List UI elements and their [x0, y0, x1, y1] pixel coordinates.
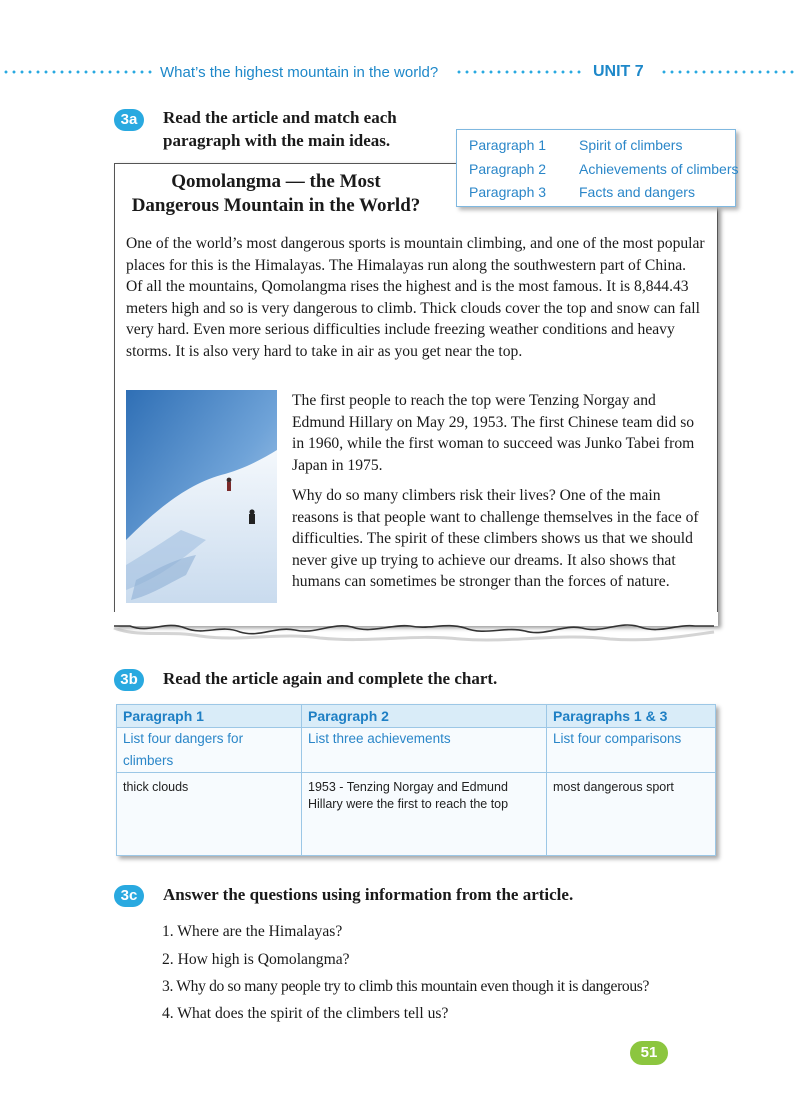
torn-paper-edge — [110, 612, 724, 646]
chart-subheader-cell: List four comparisons — [547, 728, 716, 773]
match-row — [469, 161, 739, 185]
match-idea: Facts and dangers — [579, 184, 695, 200]
badge-3c: 3c — [114, 885, 144, 907]
chart-answer-cell[interactable]: 1953 - Tenzing Norgay and Edmund Hillary were the first to reach the top — [302, 773, 547, 856]
instruction-3c: Answer the questions using information from the article. — [163, 885, 574, 904]
page-header — [0, 64, 800, 86]
article-paragraph-3: Why do so many climbers risk their lives? One of the main reasons is that people want to challenge themselves in the face of difficulties. The spirit of these climbers shows us that we should never give up trying to achieve our dreams. It also shows that humans can sometimes be stronger than the forces of nature. — [292, 487, 699, 591]
instruction-3a-line2: paragraph with the main ideas. — [163, 131, 391, 150]
match-paragraph: Paragraph 3 — [469, 184, 547, 200]
header-title: What’s the highest mountain in the world? — [160, 64, 439, 81]
unit-label: UNIT 7 — [593, 63, 644, 80]
header-dots-middle — [455, 70, 585, 74]
instruction-3a — [163, 106, 397, 152]
instruction-3b: Read the article again and complete the chart. — [163, 669, 498, 688]
question-2: 2. How high is Qomolangma? — [162, 951, 350, 968]
chart-answer-cell[interactable]: thick clouds — [117, 773, 302, 856]
chart-answer-cell[interactable]: most dangerous sport — [547, 773, 716, 856]
chart-subheader-cell: List four dangers for climbers — [117, 728, 302, 773]
badge-3b: 3b — [114, 669, 144, 691]
badge-3a: 3a — [114, 109, 144, 131]
article-title-line1: Qomolangma — the Most — [171, 171, 381, 192]
completion-chart — [116, 704, 716, 856]
chart-header-row — [117, 705, 716, 728]
instruction-3a-line1: Read the article and match each — [163, 108, 397, 127]
match-row — [469, 184, 729, 208]
chart-header-cell: Paragraphs 1 & 3 — [547, 705, 716, 728]
question-1: 1. Where are the Himalayas? — [162, 923, 343, 940]
article-title-line2: Dangerous Mountain in the World? — [131, 195, 421, 216]
match-paragraph: Paragraph 2 — [469, 161, 547, 177]
article-title — [118, 170, 434, 218]
match-idea: Spirit of climbers — [579, 137, 683, 153]
chart-header-cell: Paragraph 1 — [117, 705, 302, 728]
match-paragraph: Paragraph 1 — [469, 137, 547, 153]
chart-answer-row — [117, 773, 716, 856]
header-dots-right — [660, 70, 798, 74]
page-number: 51 — [630, 1041, 668, 1065]
question-3: 3. Why do so many people try to climb this mountain even though it is dangerous? — [162, 978, 650, 995]
header-dots-left — [2, 70, 154, 74]
chart-subheader-cell: List three achievements — [302, 728, 547, 773]
question-4: 4. What does the spirit of the climbers tell us? — [162, 1005, 449, 1022]
chart-header-cell: Paragraph 2 — [302, 705, 547, 728]
chart-subheader-row — [117, 728, 716, 773]
article-paragraph-1: One of the world’s most dangerous sports is mountain climbing, and one of the most popular places for this is the Himalayas. The Himalayas run along the southwestern part of China. Of all the mountains, Qomolangma rises the highest and is the most famous. It is 8,844.43 meters high and so is very dangerous to climb. Thick clouds cover the top and snow can fall very hard. Even more serious difficulties include freezing weather conditions and heavy storms. It is also very hard to take in air as you get near the top. — [126, 235, 705, 360]
match-idea: Achievements of climbers — [579, 161, 739, 177]
match-row — [469, 137, 729, 161]
match-box — [456, 129, 739, 207]
article-paragraph-2: The first people to reach the top were Tenzing Norgay and Edmund Hillary on May 29, 1953. The first Chinese team did so in 1960, while the first woman to succeed was Junko Tabei from Japan in 1975. — [292, 392, 695, 474]
mountain-climbers-photo — [126, 390, 277, 603]
